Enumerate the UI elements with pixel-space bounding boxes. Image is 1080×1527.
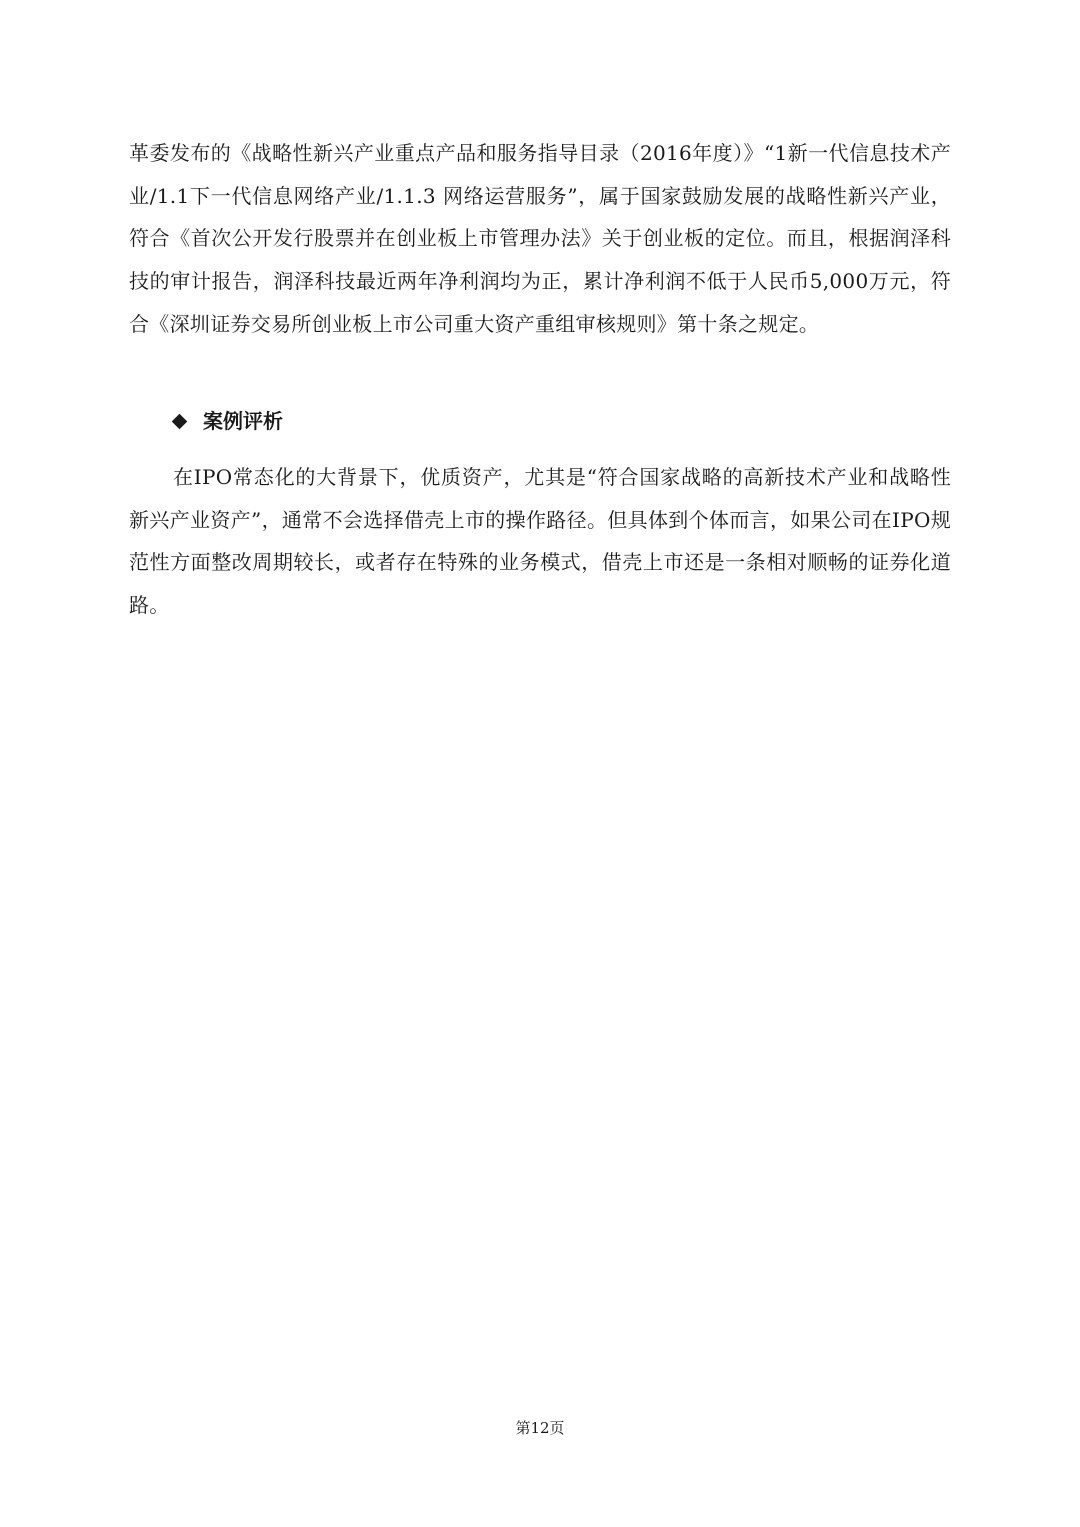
section-heading [172, 400, 283, 442]
diamond-bullet-icon [172, 413, 188, 429]
body-paragraph-2: 在IPO常态化的大背景下，优质资产，尤其是“符合国家战略的高新技术产业和战略性新兴产业资产”，通常不会选择借壳上市的操作路径。但具体到个体而言，如果公司在IPO规范性方面整改周期较长，或者存在特殊的业务模式，借壳上市还是一条相对顺畅的证券化道路。 [129, 465, 951, 618]
page-number: 第12页 [515, 1419, 565, 1437]
body-paragraph-1: 革委发布的《战略性新兴产业重点产品和服务指导目录（2016年度）》“1新一代信息技术产业/1.1下一代信息网络产业/1.1.3 网络运营服务”，属于国家鼓励发展的战略性新兴产业，符合《首次公开发行股票并在创业板上市管理办法》关于创业板的定位。而且，根据润泽科技的审计报告，润泽科技最近两年净利润均为正，累计净利润不低于人民币5,000万元，符合《深圳证券交易所创业板上市公司重大资产重组审核规则》第十条之规定。 [129, 141, 951, 336]
section-heading-text: 案例评析 [203, 409, 283, 433]
